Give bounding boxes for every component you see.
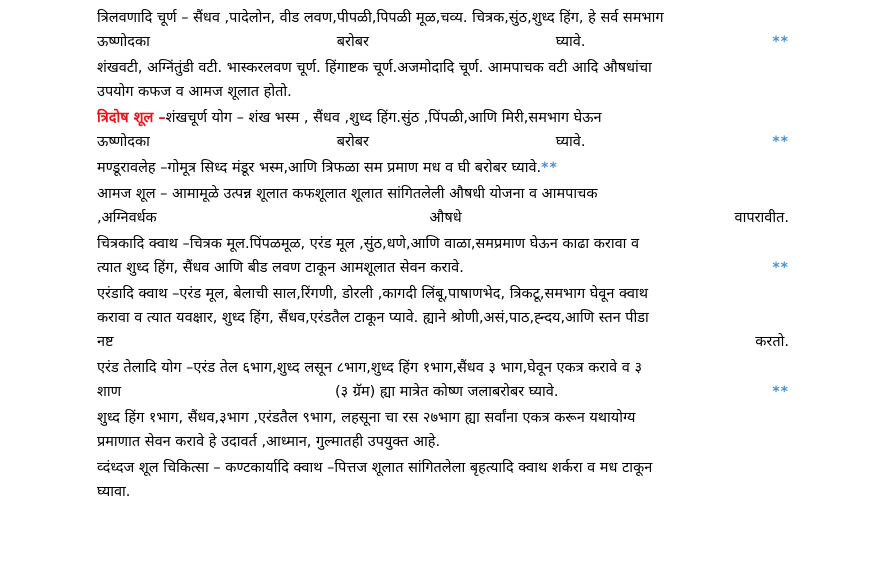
text-line: त्रिलवणादि चूर्ण – सैंधव ,पादेलोन, वीड लवण,पीपळी,पिपळी मूळ,चव्य. चित्रक,सुंठ,शुध्द हिंग, हे सर्व समभाग: [97, 10, 664, 26]
text-word: ,अग्निवर्धक: [97, 210, 157, 226]
paragraph-erand-teladi-yog: [97, 356, 789, 404]
text-line: एरंड तेलादि योग –एरंड तेल ६भाग,शुध्द लसून ८भाग,शुध्द हिंग १भाग,सैंधव ३ भाग,घेवून एकत्र करावे व ३: [97, 360, 643, 376]
text-word: बरोबर: [336, 34, 369, 50]
text-word: शाण: [97, 384, 122, 400]
text-span: त्यात शुध्द हिंग, सैंधव आणि बीड लवण टाकून आमशूलात सेवन करावे.: [97, 260, 464, 276]
paragraph-dvandvaj-shool: [97, 456, 789, 504]
paragraph-tridosh-shool: [97, 106, 789, 154]
text-line: [97, 156, 789, 180]
text-word: करतो.: [755, 334, 789, 350]
text-line: प्रमाणात सेवन करावे हे उदावर्त ,आध्मान, गुल्मातही उपयुक्त आहे.: [97, 434, 441, 450]
text-word: नष्ट: [97, 334, 114, 350]
paragraph-mandooravaleh: [97, 156, 789, 180]
text-line: [97, 30, 789, 54]
paragraph-shankhavati: [97, 56, 789, 104]
text-line: [97, 130, 789, 154]
text-span: (३ ग्रॅम) ह्या मात्रेत कोष्ण जलाबरोबर घ्यावे.: [335, 384, 559, 400]
paragraph-erandadi-kwath: [97, 282, 789, 354]
text-word: घ्यावे.: [555, 134, 586, 150]
paragraph-amaj-shool: [97, 182, 789, 230]
separator-stars: **: [772, 134, 789, 150]
paragraph-chitrakadi-kwath: [97, 232, 789, 280]
document-body: [97, 6, 789, 506]
text-line: करावा व त्यात यवक्षार, शुध्द हिंग, सैंधव,एरंडतैल टाकून प्यावे. ह्याने श्रोणी,असं,पाठ,ह्न्दय,आणि स्तन पीडा: [97, 310, 649, 326]
text-line: व्दंध्दज शूल चिकित्सा – कण्टकार्यादि क्वाथ –पित्तज शूलात सांगितलेला बृहत्यादि क्वाथ शर्करा व मध टाकून: [97, 460, 653, 476]
text-line: चित्रकादि क्वाथ –चित्रक मूल.पिंपळमूळ, एरंड मूल ,सुंठ,धणे,आणि वाळा,समप्रमाण घेऊन काढा करावा व: [97, 236, 640, 252]
text-word: ऊष्णोदका: [97, 134, 150, 150]
text-word: ऊष्णोदका: [97, 34, 150, 50]
text-line: एरंडादि क्वाथ –एरंड मूल, बेलाची साल,रिंगणी, डोरली ,कागदी लिंबू,पाषाणभेद, त्रिकटू,समभाग घेवून क्वाथ: [97, 286, 648, 302]
text-line: [97, 256, 789, 280]
section-heading: त्रिदोष शूल –: [97, 110, 166, 126]
text-line: [97, 106, 789, 130]
text-span: मण्डूरावलेह –गोमूत्र सिध्द मंडूर भस्म,आणि त्रिफळा सम प्रमाण मध व घी बरोबर घ्यावे.: [97, 160, 542, 176]
text-word: घ्यावे.: [555, 34, 586, 50]
text-word: बरोबर: [336, 134, 369, 150]
text-line: [97, 380, 789, 404]
separator-stars: **: [772, 34, 789, 50]
text-line: [97, 206, 789, 230]
text-word: वापरावीत.: [734, 210, 789, 226]
text-line: [97, 330, 789, 354]
separator-stars: **: [541, 160, 558, 176]
text-line: आमज शूल – आमामूळे उत्पन्न शूलात कफशूलात शूलात सांगितलेली औषधी योजना व आमपाचक: [97, 186, 598, 202]
text-line: शुध्द हिंग १भाग, सैंधव,३भाग ,एरंडतैल ९भाग, लहसूना चा रस २७भाग ह्या सर्वांना एकत्र करून यथायोग्य: [97, 410, 636, 426]
text-line: शंखवटी, अग्निंतुंडी वटी. भास्करलवण चूर्ण. हिंगाष्टक चूर्ण.अजमोदादि चूर्ण. आमपाचक वटी आदि औषधांचा: [97, 60, 652, 76]
text-word: औषधे: [429, 210, 462, 226]
separator-stars: **: [772, 384, 789, 400]
text-line: घ्यावा.: [97, 484, 131, 500]
paragraph-shuddha-hing: [97, 406, 789, 454]
paragraph-trilavanadi: [97, 6, 789, 54]
text-line: उपयोग कफज व आमज शूलात होतो.: [97, 84, 292, 100]
text-span: शंखचूर्ण योग – शंख भस्म , सैंधव ,शुध्द हिंग.सुंठ ,पिंपळी,आणि मिरी,समभाग घेऊन: [165, 110, 602, 126]
separator-stars: **: [772, 260, 789, 276]
